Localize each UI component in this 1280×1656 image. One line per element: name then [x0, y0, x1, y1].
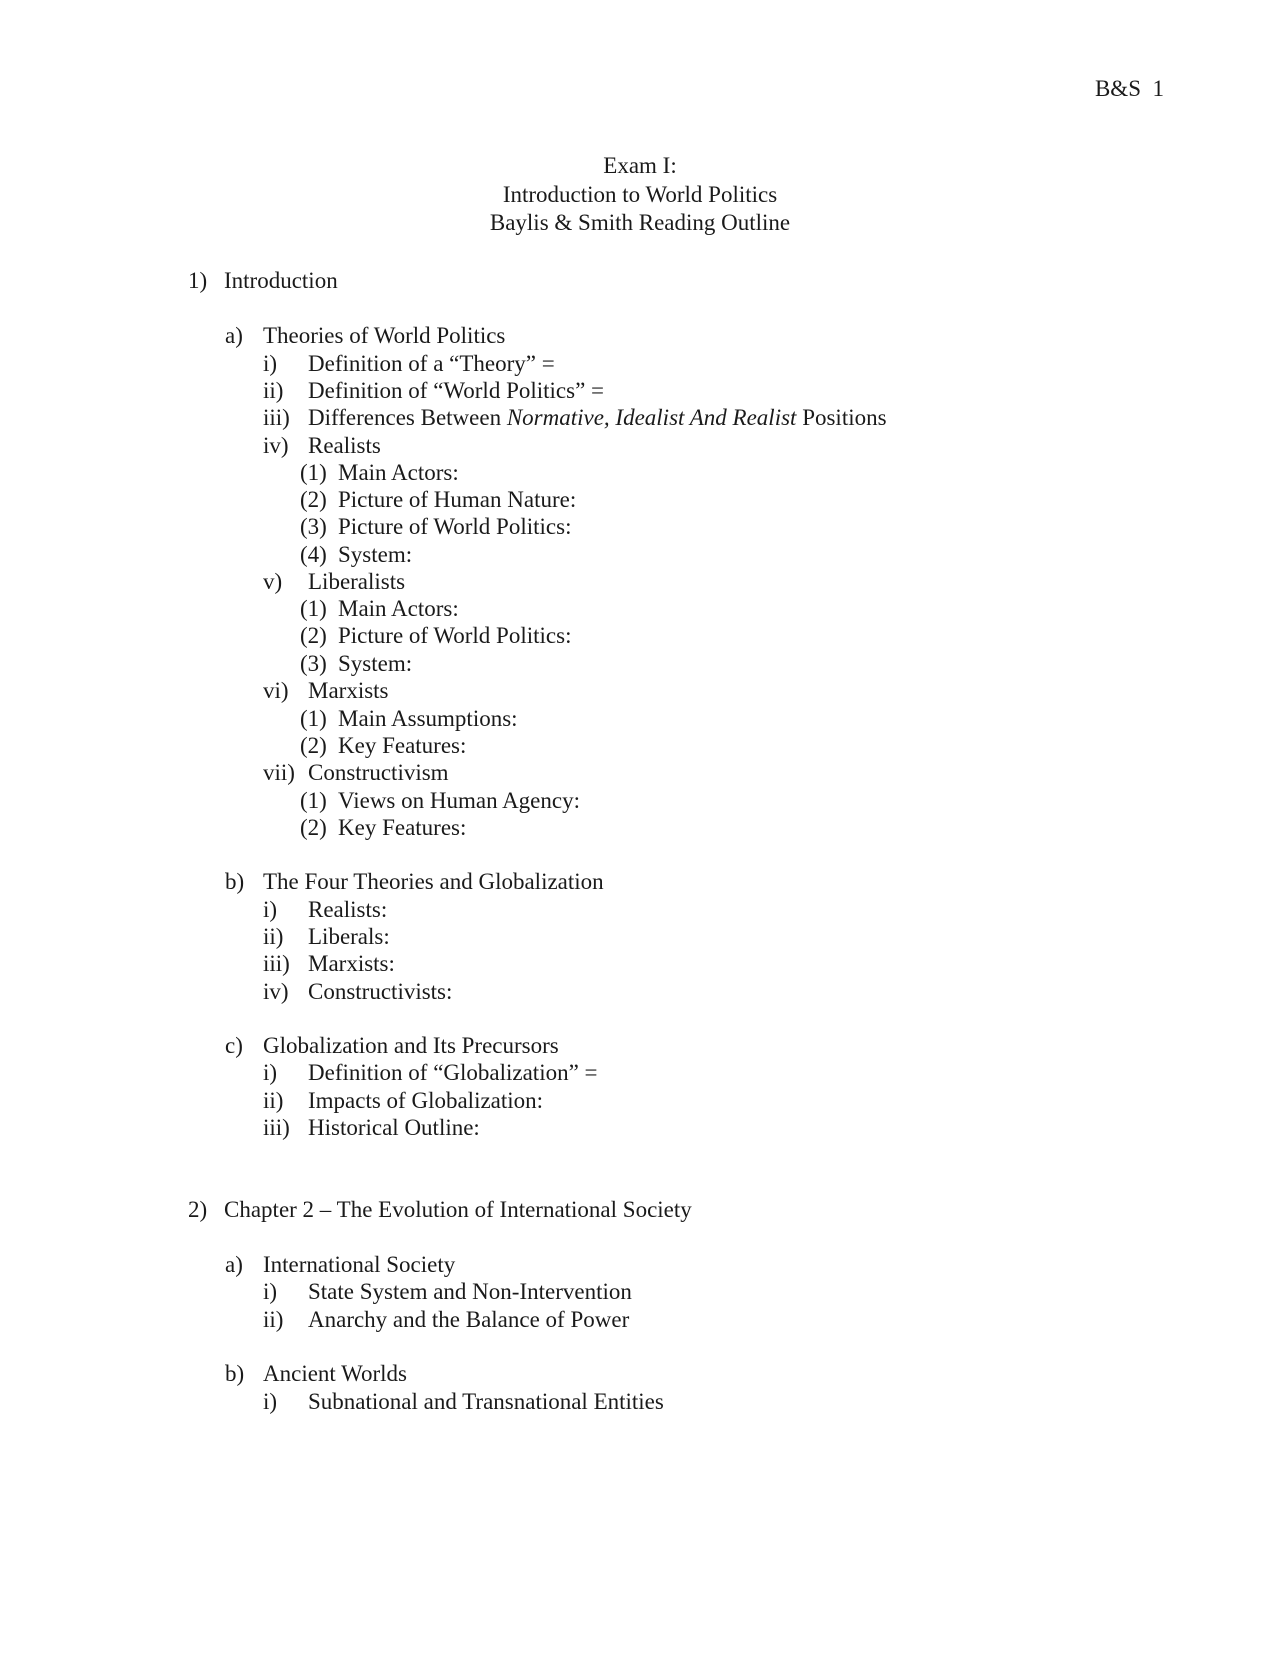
outline-number: (2): [300, 487, 327, 512]
outline-text-pre: Differences Between: [308, 405, 507, 430]
outline-number: ii): [263, 378, 284, 403]
outline-number: v): [263, 569, 283, 594]
outline-text: Impacts of Globalization:: [308, 1088, 544, 1113]
outline-text: Constructivists:: [308, 979, 453, 1004]
outline-text: Anarchy and the Balance of Power: [308, 1307, 630, 1332]
outline-text: Liberals:: [308, 924, 390, 949]
outline-number: iv): [263, 433, 289, 458]
outline-text: System:: [338, 542, 413, 567]
outline-number: i): [263, 1389, 278, 1414]
outline-number: i): [263, 351, 278, 376]
outline-number: (1): [300, 460, 327, 485]
outline-number: (1): [300, 788, 327, 813]
outline-number: ii): [263, 924, 284, 949]
outline-text: Constructivism: [308, 760, 449, 785]
outline-text: Liberalists: [308, 569, 406, 594]
outline-number: i): [263, 1060, 278, 1085]
outline-text: Definition of “Globalization” =: [308, 1060, 598, 1085]
outline-number: 1): [188, 268, 208, 293]
outline-text: Picture of World Politics:: [338, 623, 572, 648]
outline-text: Picture of World Politics:: [338, 514, 572, 539]
outline-text: Key Features:: [338, 815, 467, 840]
outline-number: a): [225, 323, 243, 348]
outline-text: Main Actors:: [338, 596, 459, 621]
outline-text: Introduction: [224, 268, 338, 293]
outline-text: Ancient Worlds: [263, 1361, 408, 1386]
outline-number: vii): [263, 760, 295, 785]
outline-number: iv): [263, 979, 289, 1004]
outline-text: [308, 404, 887, 432]
outline-text: Marxists:: [308, 951, 395, 976]
outline-text: Historical Outline:: [308, 1115, 480, 1140]
outline-number: (4): [300, 542, 327, 567]
outline-text: Main Assumptions:: [338, 706, 518, 731]
document-title-block: [0, 152, 1280, 238]
outline-number: (2): [300, 623, 327, 648]
outline-number: c): [225, 1033, 243, 1058]
outline-number: (2): [300, 733, 327, 758]
outline-text: Realists: [308, 433, 381, 458]
outline-number: (2): [300, 815, 327, 840]
outline-text: Definition of “World Politics” =: [308, 378, 605, 403]
outline-number: ii): [263, 1307, 284, 1332]
title-line-exam: Exam I:: [603, 153, 677, 178]
outline-number: (3): [300, 651, 327, 676]
outline-text: Views on Human Agency:: [338, 788, 580, 813]
outline-number: vi): [263, 678, 289, 703]
outline-text-post: Positions: [796, 405, 887, 430]
outline-number: b): [225, 869, 245, 894]
outline-text: Subnational and Transnational Entities: [308, 1389, 664, 1414]
outline-text-italic: Normative, Idealist And Realist: [506, 405, 797, 430]
outline-text: Marxists: [308, 678, 389, 703]
outline-number: ii): [263, 1088, 284, 1113]
outline-number: b): [225, 1361, 245, 1386]
outline-number: i): [263, 897, 278, 922]
outline-number: (3): [300, 514, 327, 539]
outline-text: Realists:: [308, 897, 388, 922]
outline-text: Picture of Human Nature:: [338, 487, 577, 512]
outline-text: The Four Theories and Globalization: [263, 869, 604, 894]
outline-number: i): [263, 1279, 278, 1304]
outline-text: Chapter 2 – The Evolution of International Society: [224, 1197, 692, 1222]
outline-text: Globalization and Its Precursors: [263, 1033, 559, 1058]
outline-number: a): [225, 1252, 243, 1277]
outline-number: iii): [263, 951, 290, 976]
outline-text: Definition of a “Theory” =: [308, 351, 555, 376]
outline-number: (1): [300, 596, 327, 621]
outline-text: State System and Non-Intervention: [308, 1279, 632, 1304]
outline-text: System:: [338, 651, 413, 676]
outline-number: 2): [188, 1197, 208, 1222]
outline-number: (1): [300, 706, 327, 731]
outline-text: Main Actors:: [338, 460, 459, 485]
outline-text: Theories of World Politics: [263, 323, 506, 348]
outline-text: Key Features:: [338, 733, 467, 758]
title-line-course: Introduction to World Politics: [502, 181, 778, 207]
page-header-label: B&S 1: [1094, 76, 1164, 101]
outline-number: iii): [263, 1115, 290, 1140]
outline-number: iii): [263, 405, 290, 430]
title-line-outline: Baylis & Smith Reading Outline: [489, 210, 791, 235]
outline-text: International Society: [263, 1252, 456, 1277]
